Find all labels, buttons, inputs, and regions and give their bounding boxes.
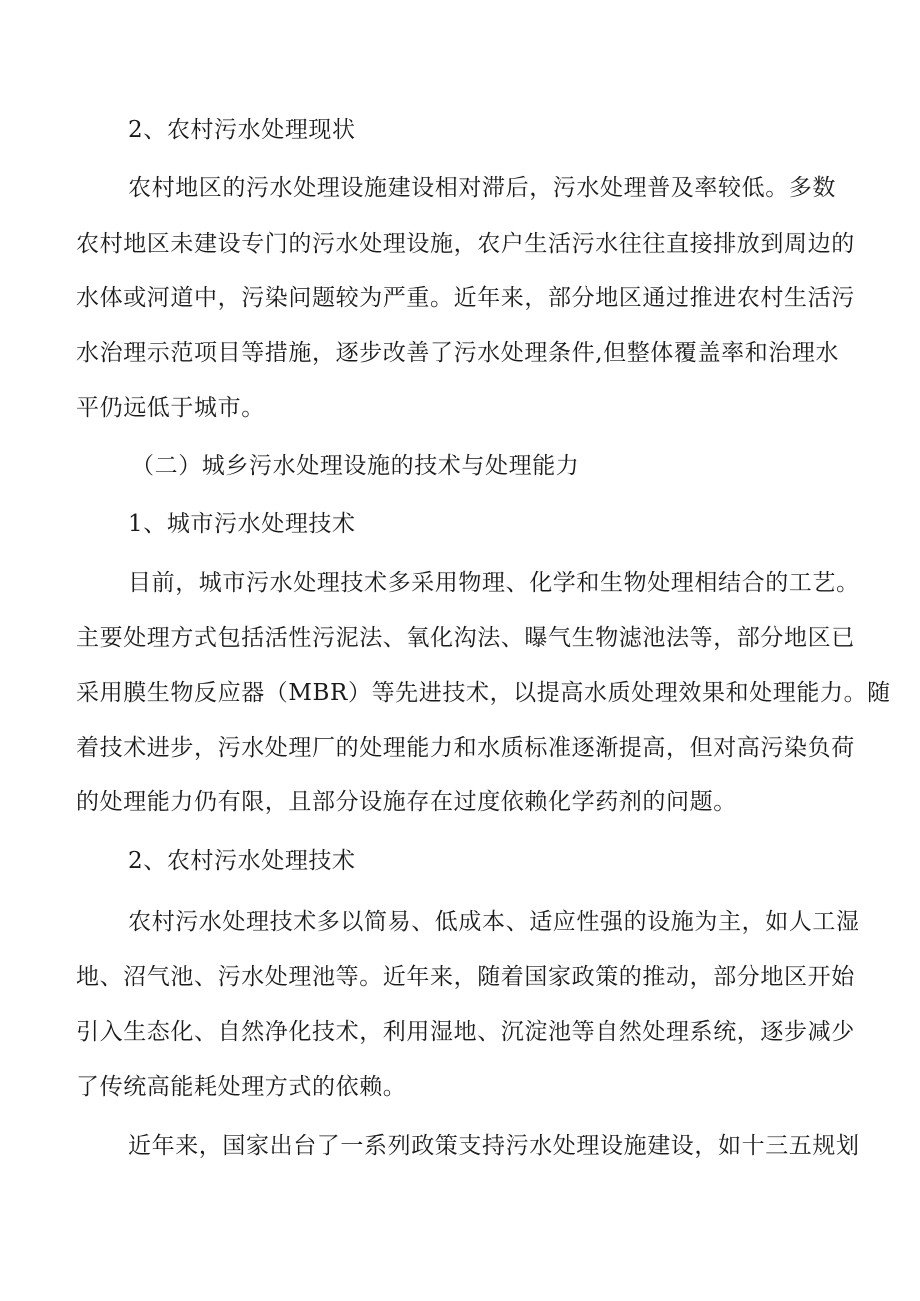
paragraph-line: 采用膜生物反应器（MBR）等先进技术，以提高水质处理效果和处理能力。随 (76, 680, 891, 706)
paragraph-line: 了传统高能耗处理方式的依赖。 (76, 1074, 407, 1100)
paragraph-line: 农村地区未建设专门的污水处理设施，农户生活污水往往直接排放到周边的 (76, 231, 855, 257)
section-heading: 2、农村污水处理现状 (128, 117, 356, 143)
paragraph-line: 引入生态化、自然净化技术，利用湿地、沉淀池等自然处理系统，逐步减少 (76, 1019, 855, 1045)
section-heading: 1、城市污水处理技术 (128, 511, 356, 537)
paragraph-line: 农村污水处理技术多以简易、低成本、适应性强的设施为主，如人工湿 (128, 909, 860, 935)
paragraph-line: 水治理示范项目等措施，逐步改善了污水处理条件,但整体覆盖率和治理水 (76, 340, 840, 366)
section-heading: 2、农村污水处理技术 (128, 848, 356, 874)
paragraph-line: 的处理能力仍有限，且部分设施存在过度依赖化学药剂的问题。 (76, 789, 737, 815)
paragraph-line: 农村地区的污水处理设施建设相对滞后，污水处理普及率较低。多数 (128, 175, 836, 201)
paragraph-line: 近年来，国家出台了一系列政策支持污水处理设施建设，如十三五规划 (128, 1133, 860, 1159)
paragraph-line: 地、沼气池、污水处理池等。近年来，随着国家政策的推动，部分地区开始 (76, 964, 855, 990)
paragraph-line: 平仍远低于城市。 (76, 395, 265, 421)
paragraph-line: 目前，城市污水处理技术多采用物理、化学和生物处理相结合的工艺。 (128, 570, 860, 596)
section-heading: （二）城乡污水处理设施的技术与处理能力 (131, 453, 580, 479)
paragraph-line: 水体或河道中，污染问题较为严重。近年来，部分地区通过推进农村生活污 (76, 285, 855, 311)
paragraph-line: 主要处理方式包括活性污泥法、氧化沟法、曝气生物滤池法等，部分地区已 (76, 625, 855, 651)
paragraph-line: 着技术进步，污水处理厂的处理能力和水质标准逐渐提高，但对高污染负荷 (76, 735, 855, 761)
